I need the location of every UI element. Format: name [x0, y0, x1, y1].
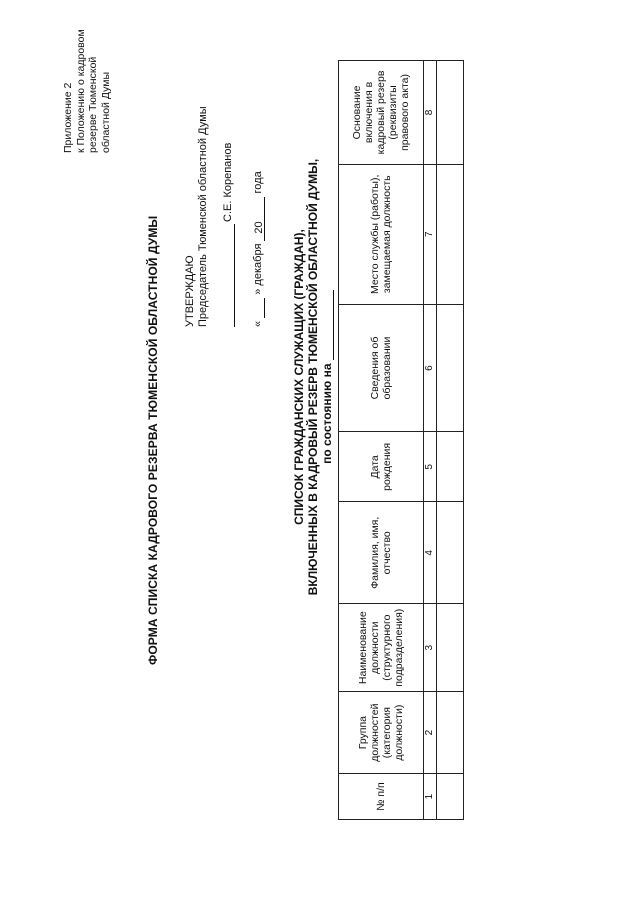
table-cell: [437, 774, 464, 820]
table-cell: [437, 432, 464, 502]
year-word: года: [252, 171, 264, 194]
list-title-line2: ВКЛЮЧЕННЫХ В КАДРОВЫЙ РЕЗЕРВ ТЮМЕНСКОЙ ОБЛАСТНОЙ ДУМЫ,: [306, 158, 320, 596]
table-header-row: [339, 61, 424, 820]
list-title-line1: СПИСОК ГРАЖДАНСКИХ СЛУЖАЩИХ (ГРАЖДАН),: [292, 229, 306, 525]
header-birth-date: Дата рождения: [339, 432, 424, 502]
column-number: 5: [424, 432, 437, 502]
table-cell: [437, 692, 464, 774]
column-number-row: [424, 61, 437, 820]
column-number: 2: [424, 692, 437, 774]
day-blank: [253, 298, 265, 318]
year-suffix-blank: [253, 197, 265, 215]
signature-row: [222, 143, 235, 327]
column-number: 4: [424, 502, 437, 604]
header-position-group: Группа должностей (категория должности): [339, 692, 424, 774]
appendix-note: [62, 3, 112, 153]
header-education: Сведения об образовании: [339, 304, 424, 432]
approval-block: [184, 106, 265, 327]
approval-position: Председатель Тюменской областной Думы: [197, 106, 209, 327]
table-cell: [437, 61, 464, 165]
column-number: 7: [424, 164, 437, 304]
appendix-line: к Положению о кадровом: [74, 29, 87, 153]
column-number: 3: [424, 604, 437, 692]
signer-name: С.Е. Корепанов: [222, 142, 234, 222]
table-cell: [437, 502, 464, 604]
table-row: [437, 61, 464, 820]
signature-line: [234, 224, 235, 327]
table-cell: [437, 164, 464, 304]
list-title-line3: [320, 97, 334, 657]
column-number: 1: [424, 774, 437, 820]
reserve-table: [338, 60, 464, 820]
appendix-line: областной Думы: [99, 71, 112, 153]
header-workplace: Место службы (работы), замещаемая должность: [339, 164, 424, 304]
header-basis: Основание включения в кадровый резерв (реквизиты правового акта): [339, 61, 424, 165]
date-close-quote: »: [252, 288, 264, 295]
column-number: 6: [424, 304, 437, 432]
year-blank: [253, 215, 265, 241]
as-of-blank: [322, 290, 334, 360]
as-of-label: по состоянию на: [320, 363, 334, 464]
date-open-quote: «: [252, 320, 264, 327]
header-full-name: Фамилия, имя, отчество: [339, 502, 424, 604]
header-number: № п/п: [339, 774, 424, 820]
date-month: декабря: [252, 243, 264, 286]
approval-date: [252, 171, 265, 327]
appendix-line: резерве Тюменской: [87, 56, 99, 153]
header-position-name: Наименование должности (структурного подразделения): [339, 604, 424, 692]
form-title: ФОРМА СПИСКА КАДРОВОГО РЕЗЕРВА ТЮМЕНСКОЙ ОБЛАСТНОЙ ДУМЫ: [146, 215, 160, 665]
table-cell: [437, 304, 464, 432]
column-number: 8: [424, 61, 437, 165]
appendix-line: Приложение 2: [62, 82, 74, 153]
table-cell: [437, 604, 464, 692]
approval-heading: УТВЕРЖДАЮ: [184, 255, 196, 327]
list-title: [292, 97, 334, 657]
year-prefix: 20: [253, 221, 265, 234]
